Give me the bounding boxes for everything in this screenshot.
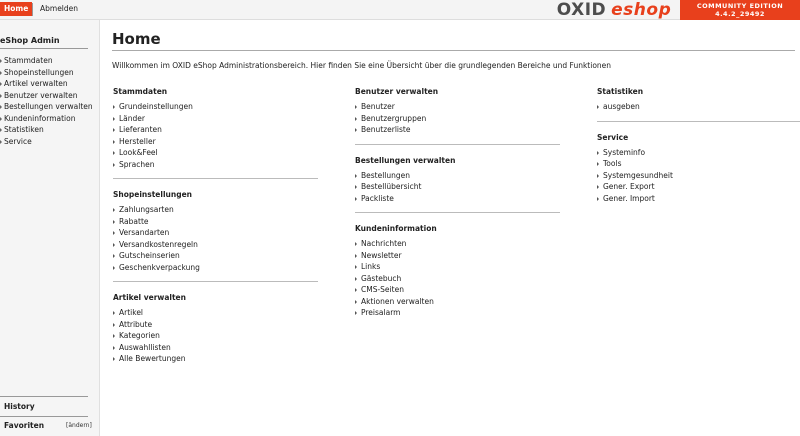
section-heading: Kundeninformation [355, 224, 437, 233]
link-attribute[interactable]: Attribute [113, 319, 318, 331]
sidebar-item-statistiken[interactable]: Statistiken [0, 124, 93, 136]
link-laender[interactable]: Länder [113, 113, 318, 125]
edition-badge [680, 0, 800, 20]
section-heading: Stammdaten [113, 87, 168, 96]
link-zahlungsarten[interactable]: Zahlungsarten [113, 204, 318, 216]
link-tools[interactable]: Tools [597, 158, 800, 170]
link-links[interactable]: Links [355, 261, 560, 273]
link-newsletter[interactable]: Newsletter [355, 250, 560, 262]
section-benutzer-verwalten [355, 86, 560, 145]
sidebar-item-kundeninformation[interactable]: Kundeninformation [0, 113, 93, 125]
top-bar [0, 0, 800, 20]
link-systemgesundheit[interactable]: Systemgesundheit [597, 170, 800, 182]
section-divider [113, 281, 318, 282]
link-cms-seiten[interactable]: CMS-Seiten [355, 284, 560, 296]
overview-column-2 [355, 86, 560, 319]
link-bestelluebersicht[interactable]: Bestellübersicht [355, 181, 560, 193]
edition-version: 4.4.2_29492 [715, 10, 765, 18]
oxid-eshop-logo [548, 0, 680, 20]
link-gutscheinserien[interactable]: Gutscheinserien [113, 250, 318, 262]
section-link-list [113, 204, 318, 273]
home-button[interactable]: Home [0, 2, 32, 16]
link-rabatte[interactable]: Rabatte [113, 216, 318, 228]
link-bestellungen[interactable]: Bestellungen [355, 170, 560, 182]
link-look-feel[interactable]: Look&Feel [113, 147, 318, 159]
section-artikel-verwalten [113, 292, 318, 365]
section-link-list [597, 101, 800, 113]
section-link-list [597, 147, 800, 205]
change-favorites-link[interactable]: [ändern] [66, 422, 92, 429]
sidebar-item-shopeinstellungen[interactable]: Shopeinstellungen [0, 67, 93, 79]
section-link-list [355, 238, 560, 319]
link-artikel[interactable]: Artikel [113, 307, 318, 319]
section-shopeinstellungen [113, 189, 318, 282]
history-link[interactable]: History [4, 402, 35, 411]
section-heading: Service [597, 132, 629, 142]
link-gener-import[interactable]: Gener. Import [597, 193, 800, 205]
link-gaestebuch[interactable]: Gästebuch [355, 273, 560, 285]
section-link-list [355, 170, 560, 205]
page-title: Home [112, 30, 161, 48]
logo-eshop-text: eshop [611, 0, 672, 20]
sidebar [0, 20, 100, 436]
section-heading: Shopeinstellungen [113, 190, 193, 199]
link-sprachen[interactable]: Sprachen [113, 159, 318, 171]
title-divider [112, 50, 795, 51]
link-alle-bewertungen[interactable]: Alle Bewertungen [113, 353, 318, 365]
section-divider [355, 212, 560, 213]
overview-column-3 [597, 86, 800, 204]
sidebar-divider [0, 416, 88, 417]
sidebar-item-bestellungen-verwalten[interactable]: Bestellungen verwalten [0, 101, 93, 113]
section-divider [113, 178, 318, 179]
section-link-list [113, 307, 318, 365]
sidebar-divider [0, 396, 88, 397]
section-divider [597, 121, 800, 122]
link-benutzergruppen[interactable]: Benutzergruppen [355, 113, 560, 125]
link-auswahllisten[interactable]: Auswahllisten [113, 342, 318, 354]
link-gener-export[interactable]: Gener. Export [597, 181, 800, 193]
link-grundeinstellungen[interactable]: Grundeinstellungen [113, 101, 318, 113]
link-benutzer[interactable]: Benutzer [355, 101, 560, 113]
topbar-separator [32, 3, 33, 16]
link-kategorien[interactable]: Kategorien [113, 330, 318, 342]
link-ausgeben[interactable]: ausgeben [597, 101, 800, 113]
link-benutzerliste[interactable]: Benutzerliste [355, 124, 560, 136]
section-divider [355, 144, 560, 145]
favorites-link[interactable]: Favoriten [4, 421, 45, 430]
sidebar-item-benutzer-verwalten[interactable]: Benutzer verwalten [0, 90, 93, 102]
link-geschenkverpackung[interactable]: Geschenkverpackung [113, 262, 318, 274]
section-stammdaten [113, 86, 318, 179]
section-heading: Artikel verwalten [113, 293, 186, 302]
section-heading: Benutzer verwalten [355, 87, 439, 96]
link-nachrichten[interactable]: Nachrichten [355, 238, 560, 250]
sidebar-title: eShop Admin [0, 36, 60, 45]
logo-oxid-text: OXID [556, 0, 607, 20]
sidebar-item-artikel-verwalten[interactable]: Artikel verwalten [0, 78, 93, 90]
sidebar-item-stammdaten[interactable]: Stammdaten [0, 55, 93, 67]
intro-text: Willkommen im OXID eShop Administrationsbereich. Hier finden Sie eine Übersicht über die grundlegenden Bereiche und Funktionen [112, 61, 612, 70]
section-bestellungen-verwalten [355, 155, 560, 214]
edition-name: COMMUNITY EDITION [696, 2, 784, 10]
link-aktionen-verwalten[interactable]: Aktionen verwalten [355, 296, 560, 308]
section-link-list [113, 101, 318, 170]
link-preisalarm[interactable]: Preisalarm [355, 307, 560, 319]
link-versandkostenregeln[interactable]: Versandkostenregeln [113, 239, 318, 251]
link-versandarten[interactable]: Versandarten [113, 227, 318, 239]
sidebar-menu [0, 55, 93, 147]
link-packliste[interactable]: Packliste [355, 193, 560, 205]
section-statistiken [597, 86, 800, 122]
logout-button[interactable]: Abmelden [40, 4, 79, 13]
section-service [597, 132, 800, 205]
link-systeminfo[interactable]: Systeminfo [597, 147, 800, 159]
section-heading: Bestellungen verwalten [355, 155, 456, 165]
link-lieferanten[interactable]: Lieferanten [113, 124, 318, 136]
sidebar-item-service[interactable]: Service [0, 136, 93, 148]
overview-column-1 [113, 86, 318, 365]
section-heading: Statistiken [597, 87, 644, 96]
section-kundeninformation [355, 223, 560, 319]
sidebar-divider [0, 48, 88, 49]
section-link-list [355, 101, 560, 136]
link-hersteller[interactable]: Hersteller [113, 136, 318, 148]
